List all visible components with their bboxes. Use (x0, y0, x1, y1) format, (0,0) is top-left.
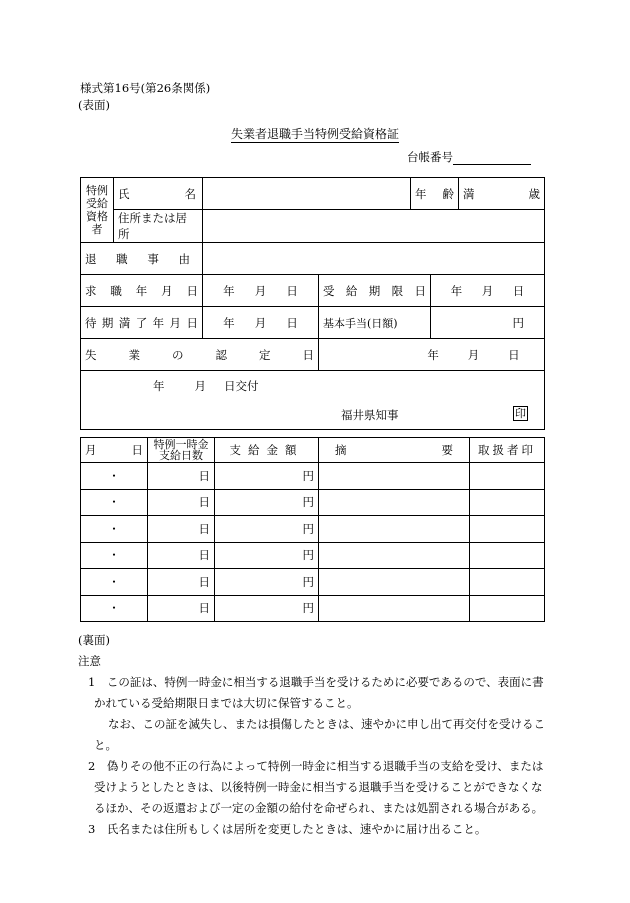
age-label: 年 齢 (411, 178, 459, 210)
form-number: 様式第16号(第26条関係) (80, 81, 211, 95)
handler-seal-cell[interactable] (470, 542, 545, 569)
payment-table (80, 437, 545, 622)
days-cell[interactable]: 日 (148, 542, 215, 569)
remarks-cell[interactable] (319, 542, 470, 569)
note-1-extra: なお、この証を滅失し、または損傷したときは、速やかに申し出て再交付を受けるこ (108, 717, 545, 731)
ledger-number-field[interactable] (453, 152, 531, 165)
wait-end-date-field[interactable]: 年 月 日 (203, 307, 319, 339)
handler-seal-cell[interactable] (470, 516, 545, 543)
back-face-label: (裏面) (78, 633, 110, 647)
remarks-cell[interactable] (319, 516, 470, 543)
certificate-table (80, 177, 545, 430)
address-field[interactable] (203, 210, 545, 243)
table-row (81, 463, 545, 490)
deadline-label: 受 給 期 限 日 (319, 275, 431, 307)
header-handler-seal: 取扱者印 (470, 438, 545, 463)
days-cell[interactable]: 日 (148, 463, 215, 490)
note-2: 2 偽りその他不正の行為によって特例一時金に相当する退職手当の支給を受け、または (88, 759, 544, 773)
title-text: 失業者退職手当特例受給資格証 (230, 127, 399, 141)
back-notes (78, 630, 548, 840)
issuer-name: 福井県知事 (341, 408, 399, 422)
unemployment-cert-date[interactable]: 年 月 日 (319, 339, 545, 371)
date-cell[interactable]: ・ (81, 595, 148, 622)
address-label: 住所または居所 (114, 210, 203, 243)
document-title (0, 125, 630, 142)
handler-seal-cell[interactable] (470, 569, 545, 596)
note-3: 3 氏名または住所もしくは居所を変更したときは、速やかに届け出ること。 (88, 822, 487, 836)
reason-label: 退 職 事 由 (81, 243, 203, 275)
header-date: 月 日 (81, 438, 148, 463)
job-search-date-field[interactable]: 年 月 日 (203, 275, 319, 307)
note-1: 1 この証は、特例一時金に相当する退職手当を受けるために必要であるので、表面に書 (88, 675, 544, 689)
date-cell[interactable]: ・ (81, 489, 148, 516)
issue-date[interactable]: 年 月 日交付 (153, 379, 259, 393)
age-field[interactable]: 満 歳 (459, 178, 545, 210)
table-row (81, 569, 545, 596)
header-remarks: 摘 要 (319, 438, 470, 463)
ledger-number (407, 149, 531, 165)
amount-cell[interactable]: 円 (215, 489, 319, 516)
header-amount: 支給金額 (215, 438, 319, 463)
job-search-date-label: 求 職 年 月 日 (81, 275, 203, 307)
note-1-extra-cont: と。 (94, 738, 117, 752)
handler-seal-cell[interactable] (470, 463, 545, 490)
days-cell[interactable]: 日 (148, 595, 215, 622)
note-2-cont: 受けようとしたときは、以後特例一時金に相当する退職手当を受けることができなくな (94, 780, 543, 794)
table-row (81, 489, 545, 516)
days-cell[interactable]: 日 (148, 569, 215, 596)
issue-section (81, 371, 545, 430)
ledger-label: 台帳番号 (407, 150, 453, 164)
basic-allowance-field[interactable]: 円 (431, 307, 545, 339)
amount-cell[interactable]: 円 (215, 516, 319, 543)
unemployment-cert-label: 失 業 の 認 定 日 (81, 339, 319, 371)
days-cell[interactable]: 日 (148, 516, 215, 543)
amount-cell[interactable]: 円 (215, 542, 319, 569)
reason-field[interactable] (203, 243, 545, 275)
remarks-cell[interactable] (319, 489, 470, 516)
note-2-cont2: るほか、その返還および一定の金額の給付を命ぜられ、または処罰される場合がある。 (94, 801, 544, 815)
official-seal-mark: 印 (515, 407, 526, 420)
front-face-label: (表面) (78, 98, 110, 112)
date-cell[interactable]: ・ (81, 516, 148, 543)
wait-end-date-label: 待 期 満 了 年 月 日 (81, 307, 203, 339)
remarks-cell[interactable] (319, 595, 470, 622)
handler-seal-cell[interactable] (470, 595, 545, 622)
handler-seal-cell[interactable] (470, 489, 545, 516)
header-days: 特例一時金 支給日数 (148, 438, 215, 463)
table-row (81, 516, 545, 543)
qualifier-label: 特例 受給 資格 者 (81, 178, 114, 243)
amount-cell[interactable]: 円 (215, 569, 319, 596)
name-label: 氏 名 (114, 178, 203, 210)
name-field[interactable] (203, 178, 411, 210)
notes-title: 注意 (78, 654, 101, 668)
date-cell[interactable]: ・ (81, 569, 148, 596)
table-row (81, 542, 545, 569)
deadline-field[interactable]: 年 月 日 (431, 275, 545, 307)
date-cell[interactable]: ・ (81, 463, 148, 490)
remarks-cell[interactable] (319, 569, 470, 596)
table-row (81, 595, 545, 622)
amount-cell[interactable]: 円 (215, 463, 319, 490)
date-cell[interactable]: ・ (81, 542, 148, 569)
note-1-cont: かれている受給期限日までは大切に保管すること。 (94, 696, 359, 710)
basic-allowance-label: 基本手当(日額) (319, 307, 431, 339)
remarks-cell[interactable] (319, 463, 470, 490)
days-cell[interactable]: 日 (148, 489, 215, 516)
amount-cell[interactable]: 円 (215, 595, 319, 622)
